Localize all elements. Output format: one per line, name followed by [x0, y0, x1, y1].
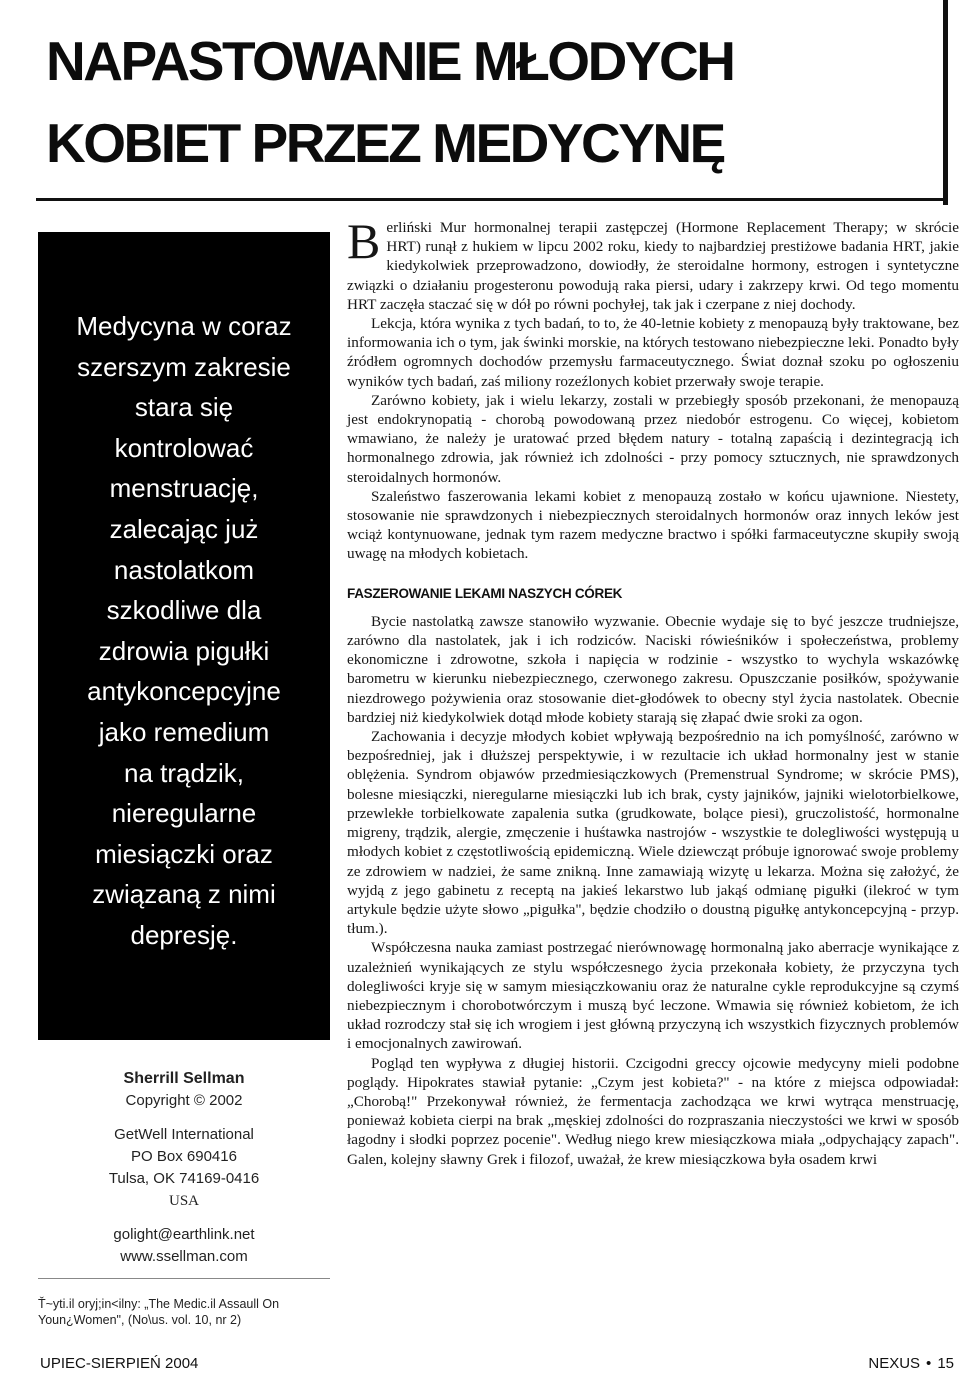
- drop-cap: B: [347, 213, 381, 269]
- pullquote-line: na trądzik,: [124, 757, 244, 788]
- pullquote-line: szkodliwe dla: [106, 595, 262, 626]
- pullquote-line: kontrolować: [114, 432, 254, 463]
- article-paragraph-3: Zarówno kobiety, jak i wielu lekarzy, zostali w przebiegły sposób przekonani, że menopauzą jest endokrynopatią - chorobą powodowaną przez niedobór estrogenu. Co więcej, kobietom wmawiano, że należy je uratować przed błędem natury - totalną zapaścią i dezintegracją ich hormonalnego zdrowia, jak również ich zdolności - przy pomocy sztucznych, nie sprawdzonych steroidalnych hormonów.: [347, 391, 959, 486]
- title-underline-rule: [36, 198, 948, 201]
- caption-line-2: Youn¿Women", (No\us. vol. 10, nr 2): [38, 1313, 242, 1327]
- author-city: Tulsa, OK 74169-0416: [108, 1170, 260, 1187]
- pullquote-line: zalecając już: [109, 513, 259, 544]
- article-paragraph-4: Szaleństwo faszerowania lekami kobiet z menopauzą zostało w końcu ujawnione. Niestety, stosowanie nie sprawdzonych i niebezpiecznych steroidalnych hormonów oraz innych leków jest wciąż kontynuowane, jednak tym razem medyczne bractwo i spółki farmaceutyczne skupiły swoją uwagę na młodych kobietach.: [347, 487, 959, 563]
- spacer: [38, 1212, 330, 1224]
- magazine-name: NEXUS: [868, 1355, 921, 1372]
- pullquote: [38, 306, 330, 956]
- pullquote-line: Medycyna w coraz: [76, 311, 292, 341]
- title-line-2: KOBIET PRZEZ MEDYCYNĘ: [46, 112, 724, 174]
- article-paragraph-1: [347, 213, 959, 314]
- pullquote-line: miesiączki oraz: [95, 838, 273, 869]
- pullquote-line: depresję.: [130, 919, 238, 950]
- author-name: Sherrill Sellman: [123, 1070, 245, 1087]
- article-paragraph-5: Bycie nastolatką zawsze stanowiło wyzwanie. Obecnie wydaje się to być jeszcze trudniejsze, zarówno dla nastolatek, jak i ich rodziców. Naciski rówieśników i społeczeństwa, problemy ekonomiczne i zdrowotne, szkoła i napięcia w rodzinie - wszystko to wychyla wskazówkę barometru w kierunku niebezpiecznego, czerwonego zakresu. Opuszczanie posiłków, spożywanie niezdrowego pożywienia oraz stosowanie diet-głodówek to obecny styl życia nastolatek. Obecnie bardziej niż kiedykolwiek dotąd młode kobiety starają się złapać dwie sroki za ogon.: [347, 612, 959, 726]
- caption-line-1: Ť~yti.il oryj;in<ilny: „The Medic.il Assaull On: [38, 1297, 280, 1311]
- article-paragraph-8: Pogląd ten wypływa z długiej historii. Czcigodni greccy ojcowie medycyny mieli podobne poglądy. Hipokrates stawiał pytanie: „Czym jest kobieta?" - na które z miejsca odpowiadał: „Chorobą!" Przekonywał również, że fermentacja zachodząca we krwi wytrąca menstruację, ponieważ kobieta cierpi na brak „męskiej zdolności do rozpraszania nieczystości we krwi w sposób łagodny i słodki poprzez pocenie". Według niego krew miesiączkowa miała „odpychający zapach". Galen, kolejny sławny Grek i filozof, uważał, że krew miesiączkowa była osadem krwi: [347, 1054, 959, 1168]
- pullquote-line: zdrowia pigułki: [98, 635, 270, 666]
- article-body: [347, 213, 959, 1169]
- section-heading: FASZEROWANIE LEKAMI NASZYCH CÓREK: [347, 585, 623, 601]
- author-email: golight@earthlink.net: [113, 1226, 255, 1243]
- pullquote-line: nastolatkom: [113, 554, 255, 585]
- header-right-rule: [943, 0, 948, 205]
- issue-date: UPIEC-SIERPIEŃ 2004: [40, 1355, 199, 1372]
- author-website: www.ssellman.com: [120, 1248, 248, 1265]
- pullquote-line: szerszym zakresie: [77, 351, 291, 382]
- caption-divider: [38, 1278, 330, 1279]
- pullquote-line: stara się: [134, 392, 234, 423]
- page-footer: [868, 1355, 954, 1372]
- article-paragraph-2: Lekcja, która wynika z tych badań, to to, że 40-letnie kobiety z menopauzą były traktowane, bez informowania ich o tym, jak świnki morskie, na których testowano niebezpieczne leki. Ponadto były źródłem ogromnych dochodów przemysłu farmaceutycznego. Świat doznał szoku po ogłoszeniu wyników tych badań, zaś miliony rozeźlonych kobiet przerwały swoje terapie.: [347, 315, 959, 390]
- author-info: [38, 1068, 330, 1268]
- author-pobox: PO Box 690416: [131, 1148, 237, 1165]
- copyright-line: Copyright © 2002: [125, 1092, 243, 1109]
- paragraph-text: erliński Mur hormonalnej terapii zastępczej (Hormone Replacement Therapy; w skrócie HRT) runął z hukiem w lipcu 2002 roku, kiedy to najbardziej prestiżowe badania HRT, jakie kiedykolwiek przeprowadzono, dowiodły, że steroidalne hormony, estrogen i syntetyczne związki o działaniu progesteronu powodują raka piersi, udary i zakrzepy krwi. Od tego momentu HRT zaczęła staczać się w dół po równi pochyłej, tak jak i czerpane z niej dochody.: [347, 219, 959, 313]
- pullquote-line: antykoncepcyjne: [87, 676, 281, 707]
- pullquote-line: jako remedium: [98, 716, 270, 747]
- bullet-separator: •: [926, 1355, 932, 1372]
- page-number: 15: [937, 1355, 954, 1372]
- author-country: USA: [168, 1193, 199, 1209]
- title-line-1: NAPASTOWANIE MŁODYCH: [46, 30, 734, 92]
- author-organization: GetWell International: [114, 1126, 254, 1143]
- article-title: [46, 20, 936, 184]
- article-paragraph-6: Zachowania i decyzje młodych kobiet wpływają bezpośrednio na ich pomyślność, zarówno w bezpośredniej, jak i dłuższej perspektywie, i w rezultacie ich układ hormonalny jest w stanie oblężenia. Syndrom objawów przedmiesiączkowych (Premenstrual Syndrome; w skrócie PMS), bolesne miesiączki, nieregularne miesiączki lub ich brak, cysty jajników, jajniki wielotorbielkowe, przewlekłe torbielkowate zapalenia sutka (grudkowate, bolące piesi), gruczolistość, hormonalne migreny, trądzik, alergie, zmęczenie i huśtawka nastrojów - wszystkie te dolegliwości występują u młodych kobiet z częstotliwością epidemiczną. Wiele dziewcząt próbuje ignorować swoje problemy ze zdrowiem w nadziei, że same znikną. Inne zamawiają wizytę u lekarza. Można się założyć, że wyjdą z jego gabinetu z receptą na jakieś lekarstwo lub jakąś odmianę pigułki (ilekroć w tym artykule będzie użyte słowo „pigułka", będzie chodziło o doustną pigułkę antykoncepcyjną - przyp. tłum.).: [347, 728, 959, 938]
- pullquote-line: menstruację,: [109, 473, 259, 504]
- pullquote-line: związaną z nimi: [92, 879, 276, 910]
- article-paragraph-7: Współczesna nauka zamiast postrzegać nierównowagę hormonalną jako aberracje wynikające z uzależnień wynikających ze stylu współczesnego życia przekonała kobiety, że przyczyna tych dolegliwości kryje się w samym miesiączkowaniu oraz że naturalne cykle reprodukcyjne są czymś niebezpiecznym i chorobotwórczym i muszą być leczone. Wmawia się również kobietom, że ich układ rozrodczy stał się ich wrogiem i jest główną przyczyną ich wszystkich fizycznych problemów i emocjonalnych zawirowań.: [347, 939, 959, 1053]
- spacer: [38, 1112, 330, 1124]
- source-caption: [38, 1296, 330, 1328]
- pullquote-line: nieregularne: [111, 798, 257, 829]
